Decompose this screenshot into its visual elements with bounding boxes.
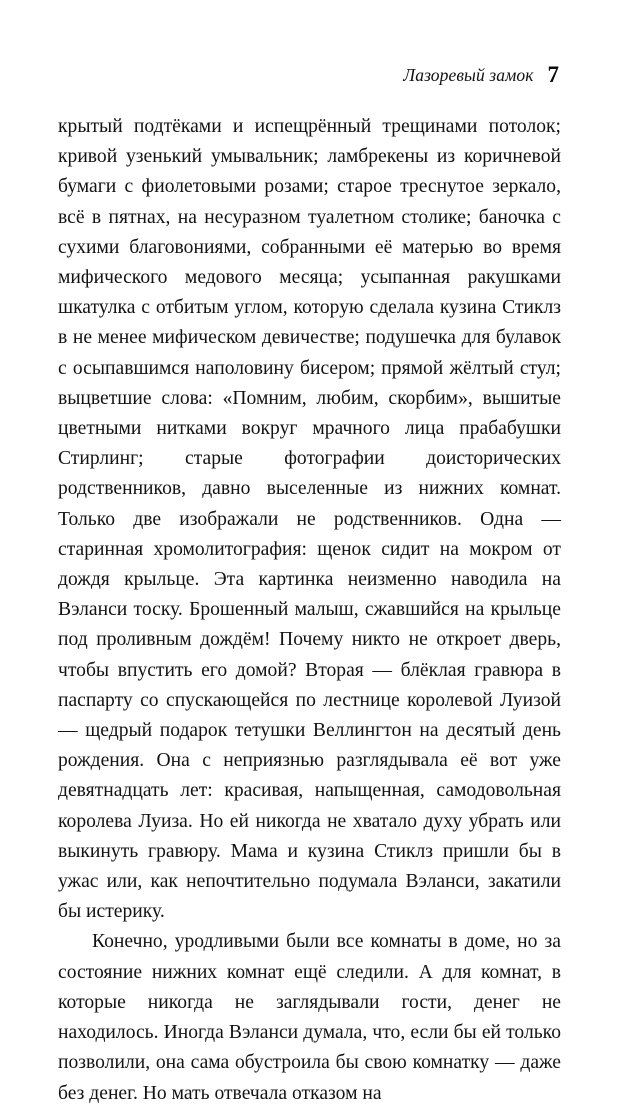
running-head [58, 62, 561, 96]
body-text [58, 112, 561, 1109]
running-head-title: Лазоревый замок [403, 65, 534, 85]
paragraph: крытый подтёками и испещрённый трещинами потолок; кривой узенький умывальник; ламбрекены из коричневой бумаги с фиолетовыми розами; старое треснутое зеркало, всё в пятнах, на несуразном туалетном столике; баночка с сухими благовониями, собранными её матерью во время мифического медового месяца; усыпанная ракушками шкатулка с отбитым углом, которую сделала кузина Стиклз в не менее мифическом девичестве; подушечка для булавок с осыпавшимся наполовину бисером; прямой жёлтый стул; выцветшие слова: «Помним, любим, скорбим», вышитые цветными нитками вокруг мрачного лица прабабушки Стирлинг; старые фотографии доисторических родственников, давно выселенные из нижних комнат. Только две изображали не родственников. Одна — старинная хромолитография: щенок сидит на мокром от дождя крыльце. Эта картинка неизменно наводила на Вэланси тоску. Брошенный малыш, сжавшийся на крыльце под проливным дождём! Почему никто не откроет дверь, чтобы впустить его домой? Вторая — блёклая гравюра в паспарту со спускающейся по лестнице королевой Луизой — щедрый подарок тетушки Веллингтон на десятый день рождения. Она с неприязнью разглядывала её вот уже девятнадцать лет: красивая, напыщенная, самодовольная королева Луиза. Но ей никогда не хватало духу убрать или выкинуть гравюру. Мама и кузина Стиклз пришли бы в ужас или, как непочтительно подумала Вэланси, закатили бы истерику. [58, 116, 561, 923]
paragraph: Конечно, уродливыми были все комнаты в доме, но за состояние нижних комнат ещё следили. А для комнат, в которые никогда не заглядывали гости, денег не находилось. Иногда Вэланси думала, что, если бы ей только позволили, она сама обустроила бы свою комнатку — даже без денег. Но мать отвечала отказом на [58, 931, 561, 1104]
page-number: 7 [547, 62, 559, 87]
